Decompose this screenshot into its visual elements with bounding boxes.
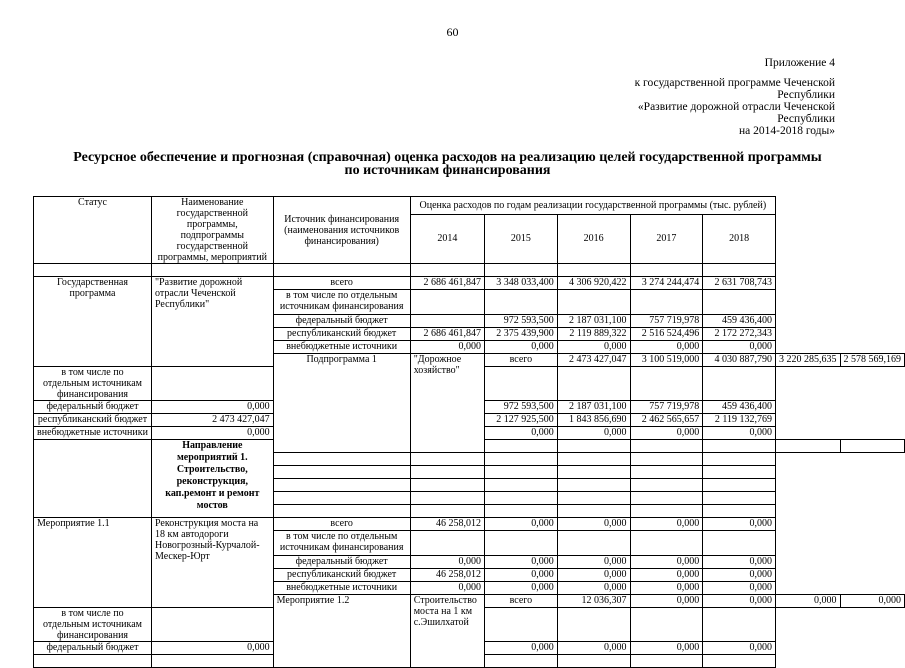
empty-cell xyxy=(630,440,703,453)
empty-cell xyxy=(410,290,484,315)
value-cell: 2 172 272,343 xyxy=(703,328,776,341)
name-cell: "Дорожное хозяйство" xyxy=(410,354,484,453)
header-year: 2017 xyxy=(630,214,703,263)
value-cell: 3 348 033,400 xyxy=(485,277,558,290)
source-cell xyxy=(34,655,152,668)
empty-cell xyxy=(703,608,776,642)
empty-cell xyxy=(410,453,484,466)
empty-cell xyxy=(557,290,630,315)
value-cell: 46 258,012 xyxy=(410,569,484,582)
empty-cell xyxy=(703,531,776,556)
value-cell: 2 473 427,047 xyxy=(151,414,273,427)
empty-cell xyxy=(151,264,273,277)
empty-cell xyxy=(273,453,410,466)
empty-cell xyxy=(557,505,630,518)
value-cell: 0,000 xyxy=(485,569,558,582)
empty-cell xyxy=(151,608,273,642)
value-cell: 0,000 xyxy=(485,427,558,440)
table-row xyxy=(34,518,905,531)
empty-cell xyxy=(557,479,630,492)
empty-cell xyxy=(410,531,484,556)
value-cell: 3 274 244,474 xyxy=(630,277,703,290)
source-cell: внебюджетные источники xyxy=(34,427,152,440)
empty-cell xyxy=(630,367,703,401)
value-cell: 2 127 925,500 xyxy=(485,414,558,427)
title-line: Ресурсное обеспечение и прогнозная (справочная) оценка расходов на реализацию целей государственной программы xyxy=(73,150,822,165)
appendix-line: на 2014-2018 годы» xyxy=(738,125,835,137)
table-row xyxy=(34,277,905,290)
source-cell: федеральный бюджет xyxy=(273,556,410,569)
appendix-line: к государственной программе Чеченской xyxy=(634,77,835,89)
status-cell: Мероприятие 1.1 xyxy=(34,518,152,608)
empty-cell xyxy=(703,440,776,453)
value-cell: 459 436,400 xyxy=(703,315,776,328)
header-estimate: Оценка расходов по годам реализации государственной программы (тыс. рублей) xyxy=(410,197,775,215)
empty-cell xyxy=(485,655,558,668)
source-cell: республиканский бюджет xyxy=(273,328,410,341)
empty-cell xyxy=(151,367,273,401)
empty-cell xyxy=(703,466,776,479)
value-cell: 2 187 031,100 xyxy=(557,401,630,414)
value-cell: 0,000 xyxy=(776,595,841,608)
source-cell: внебюджетные источники xyxy=(273,582,410,595)
value-cell: 0,000 xyxy=(630,341,703,354)
empty-cell xyxy=(557,531,630,556)
status-cell: Государственная программа xyxy=(34,277,152,367)
header-year: 2015 xyxy=(485,214,558,263)
appendix-line: Приложение 4 xyxy=(764,57,835,69)
empty-cell xyxy=(703,264,776,277)
source-cell: всего xyxy=(273,518,410,531)
source-cell: федеральный бюджет xyxy=(34,642,152,655)
table-body xyxy=(34,197,905,668)
empty-cell xyxy=(630,453,703,466)
empty-cell xyxy=(557,264,630,277)
empty-cell xyxy=(630,531,703,556)
empty-cell xyxy=(485,367,558,401)
value-cell: 0,000 xyxy=(630,427,703,440)
empty-cell xyxy=(410,492,484,505)
value-cell: 12 036,307 xyxy=(557,595,630,608)
header-name: Наименование государственной программы, подпрограммы государственной программы, мероприятий xyxy=(151,197,273,264)
value-cell: 2 462 565,657 xyxy=(630,414,703,427)
source-cell: в том числе по отдельным источникам финансирования xyxy=(273,290,410,315)
header-year: 2016 xyxy=(557,214,630,263)
empty-cell xyxy=(273,479,410,492)
value-cell: 0,000 xyxy=(703,595,776,608)
status-cell: Мероприятие 1.2 xyxy=(273,595,410,668)
value-cell: 3 220 285,635 xyxy=(776,354,841,367)
empty-cell xyxy=(34,264,152,277)
empty-cell xyxy=(630,264,703,277)
source-cell: республиканский бюджет xyxy=(273,569,410,582)
empty-cell xyxy=(630,479,703,492)
spacer-row xyxy=(34,264,905,277)
value-cell: 0,000 xyxy=(703,556,776,569)
empty-cell xyxy=(703,479,776,492)
page-number: 60 xyxy=(446,25,459,39)
appendix-note xyxy=(535,57,835,137)
value-cell: 0,000 xyxy=(410,341,484,354)
value-cell: 3 100 519,000 xyxy=(630,354,703,367)
empty-cell xyxy=(151,655,273,668)
value-cell: 0,000 xyxy=(557,582,630,595)
empty-cell xyxy=(485,264,558,277)
empty-cell xyxy=(703,492,776,505)
value-cell: 972 593,500 xyxy=(485,315,558,328)
value-cell: 757 719,978 xyxy=(630,315,703,328)
value-cell: 2 686 461,847 xyxy=(410,277,484,290)
empty-cell xyxy=(557,466,630,479)
value-cell: 0,000 xyxy=(630,595,703,608)
source-cell: в том числе по отдельным источникам финансирования xyxy=(34,367,152,401)
empty-cell xyxy=(703,290,776,315)
empty-cell xyxy=(630,505,703,518)
empty-cell xyxy=(557,492,630,505)
value-cell: 0,000 xyxy=(151,427,273,440)
value-cell: 1 843 856,690 xyxy=(557,414,630,427)
value-cell: 2 119 132,769 xyxy=(703,414,776,427)
value-cell: 0,000 xyxy=(485,556,558,569)
value-cell: 2 578 569,169 xyxy=(840,354,905,367)
empty-cell xyxy=(630,655,703,668)
title-line: по источникам финансирования xyxy=(344,163,551,178)
value-cell: 0,000 xyxy=(485,341,558,354)
value-cell: 0,000 xyxy=(557,569,630,582)
empty-cell xyxy=(557,440,630,453)
document-title xyxy=(25,151,870,177)
empty-cell xyxy=(410,264,484,277)
appendix-line: Республики xyxy=(777,113,835,125)
value-cell: 2 187 031,100 xyxy=(557,315,630,328)
resource-table xyxy=(33,196,905,668)
header-status: Статус xyxy=(34,197,152,264)
empty-cell xyxy=(485,505,558,518)
header-year: 2014 xyxy=(410,214,484,263)
empty-cell xyxy=(485,492,558,505)
value-cell: 4 030 887,790 xyxy=(703,354,776,367)
value-cell: 0,000 xyxy=(630,642,703,655)
value-cell: 459 436,400 xyxy=(703,401,776,414)
value-cell: 0,000 xyxy=(557,341,630,354)
source-cell: внебюджетные источники xyxy=(273,341,410,354)
empty-cell xyxy=(273,466,410,479)
value-cell: 2 119 889,322 xyxy=(557,328,630,341)
empty-cell xyxy=(557,655,630,668)
empty-cell xyxy=(410,466,484,479)
source-cell: республиканский бюджет xyxy=(34,414,152,427)
header-row xyxy=(34,197,905,215)
header-source: Источник финансирования (наименования источников финансирования) xyxy=(273,197,410,264)
empty-cell xyxy=(776,440,841,453)
empty-cell xyxy=(630,492,703,505)
value-cell: 0,000 xyxy=(557,556,630,569)
source-cell: всего xyxy=(485,595,558,608)
value-cell: 0,000 xyxy=(151,642,273,655)
value-cell: 0,000 xyxy=(410,556,484,569)
source-cell: всего xyxy=(273,277,410,290)
value-cell: 2 686 461,847 xyxy=(410,328,484,341)
value-cell: 0,000 xyxy=(485,582,558,595)
value-cell: 2 473 427,047 xyxy=(557,354,630,367)
value-cell: 0,000 xyxy=(151,401,273,414)
value-cell: 0,000 xyxy=(630,556,703,569)
empty-cell xyxy=(840,440,905,453)
empty-cell xyxy=(485,440,558,453)
source-cell: федеральный бюджет xyxy=(34,401,152,414)
empty-cell xyxy=(557,608,630,642)
empty-cell xyxy=(273,505,410,518)
empty-cell xyxy=(703,367,776,401)
value-cell: 0,000 xyxy=(557,518,630,531)
value-cell: 4 306 920,422 xyxy=(557,277,630,290)
empty-cell xyxy=(485,290,558,315)
empty-cell xyxy=(410,505,484,518)
value-cell: 0,000 xyxy=(630,569,703,582)
empty-cell xyxy=(410,479,484,492)
appendix-line: «Развитие дорожной отрасли Чеченской xyxy=(637,101,835,113)
empty-cell xyxy=(34,440,152,518)
empty-cell xyxy=(630,290,703,315)
value-cell: 0,000 xyxy=(703,569,776,582)
status-cell: Подпрограмма 1 xyxy=(273,354,410,453)
value-cell: 0,000 xyxy=(485,642,558,655)
value-cell: 0,000 xyxy=(703,427,776,440)
value-cell: 46 258,012 xyxy=(410,518,484,531)
appendix-line: Республики xyxy=(777,89,835,101)
value-cell: 972 593,500 xyxy=(485,401,558,414)
empty-cell xyxy=(557,367,630,401)
value-cell: 0,000 xyxy=(840,595,905,608)
value-cell: 0,000 xyxy=(703,518,776,531)
empty-cell xyxy=(485,453,558,466)
empty-cell xyxy=(485,479,558,492)
value-cell: 757 719,978 xyxy=(630,401,703,414)
value-cell xyxy=(410,315,484,328)
source-cell: федеральный бюджет xyxy=(273,315,410,328)
empty-cell xyxy=(273,492,410,505)
value-cell: 0,000 xyxy=(703,582,776,595)
value-cell: 0,000 xyxy=(557,427,630,440)
value-cell: 0,000 xyxy=(630,582,703,595)
empty-cell xyxy=(557,453,630,466)
empty-cell xyxy=(485,531,558,556)
name-cell: "Развитие дорожной отрасли Чеченской Республики" xyxy=(151,277,273,367)
empty-cell xyxy=(703,655,776,668)
empty-cell xyxy=(703,453,776,466)
value-cell: 0,000 xyxy=(703,642,776,655)
value-cell: 0,000 xyxy=(485,518,558,531)
source-cell: в том числе по отдельным источникам финансирования xyxy=(273,531,410,556)
empty-cell xyxy=(485,608,558,642)
header-year: 2018 xyxy=(703,214,776,263)
direction-title: Направление мероприятий 1. Строительство, реконструкция, кап.ремонт и ремонт мостов xyxy=(151,440,273,518)
empty-cell xyxy=(273,264,410,277)
value-cell: 2 516 524,496 xyxy=(630,328,703,341)
empty-cell xyxy=(485,466,558,479)
empty-cell xyxy=(703,505,776,518)
value-cell: 2 375 439,900 xyxy=(485,328,558,341)
value-cell: 2 631 708,743 xyxy=(703,277,776,290)
value-cell: 0,000 xyxy=(630,518,703,531)
value-cell: 0,000 xyxy=(557,642,630,655)
empty-cell xyxy=(630,608,703,642)
value-cell: 0,000 xyxy=(410,582,484,595)
name-cell: Реконструкция моста на 18 км автодороги Новогрозный-Курчалой-Мескер-Юрт xyxy=(151,518,273,608)
name-cell: Строительство моста на 1 км с.Эшилхатой xyxy=(410,595,484,668)
source-cell: в том числе по отдельным источникам финансирования xyxy=(34,608,152,642)
empty-cell xyxy=(630,466,703,479)
value-cell: 0,000 xyxy=(703,341,776,354)
source-cell: всего xyxy=(485,354,558,367)
